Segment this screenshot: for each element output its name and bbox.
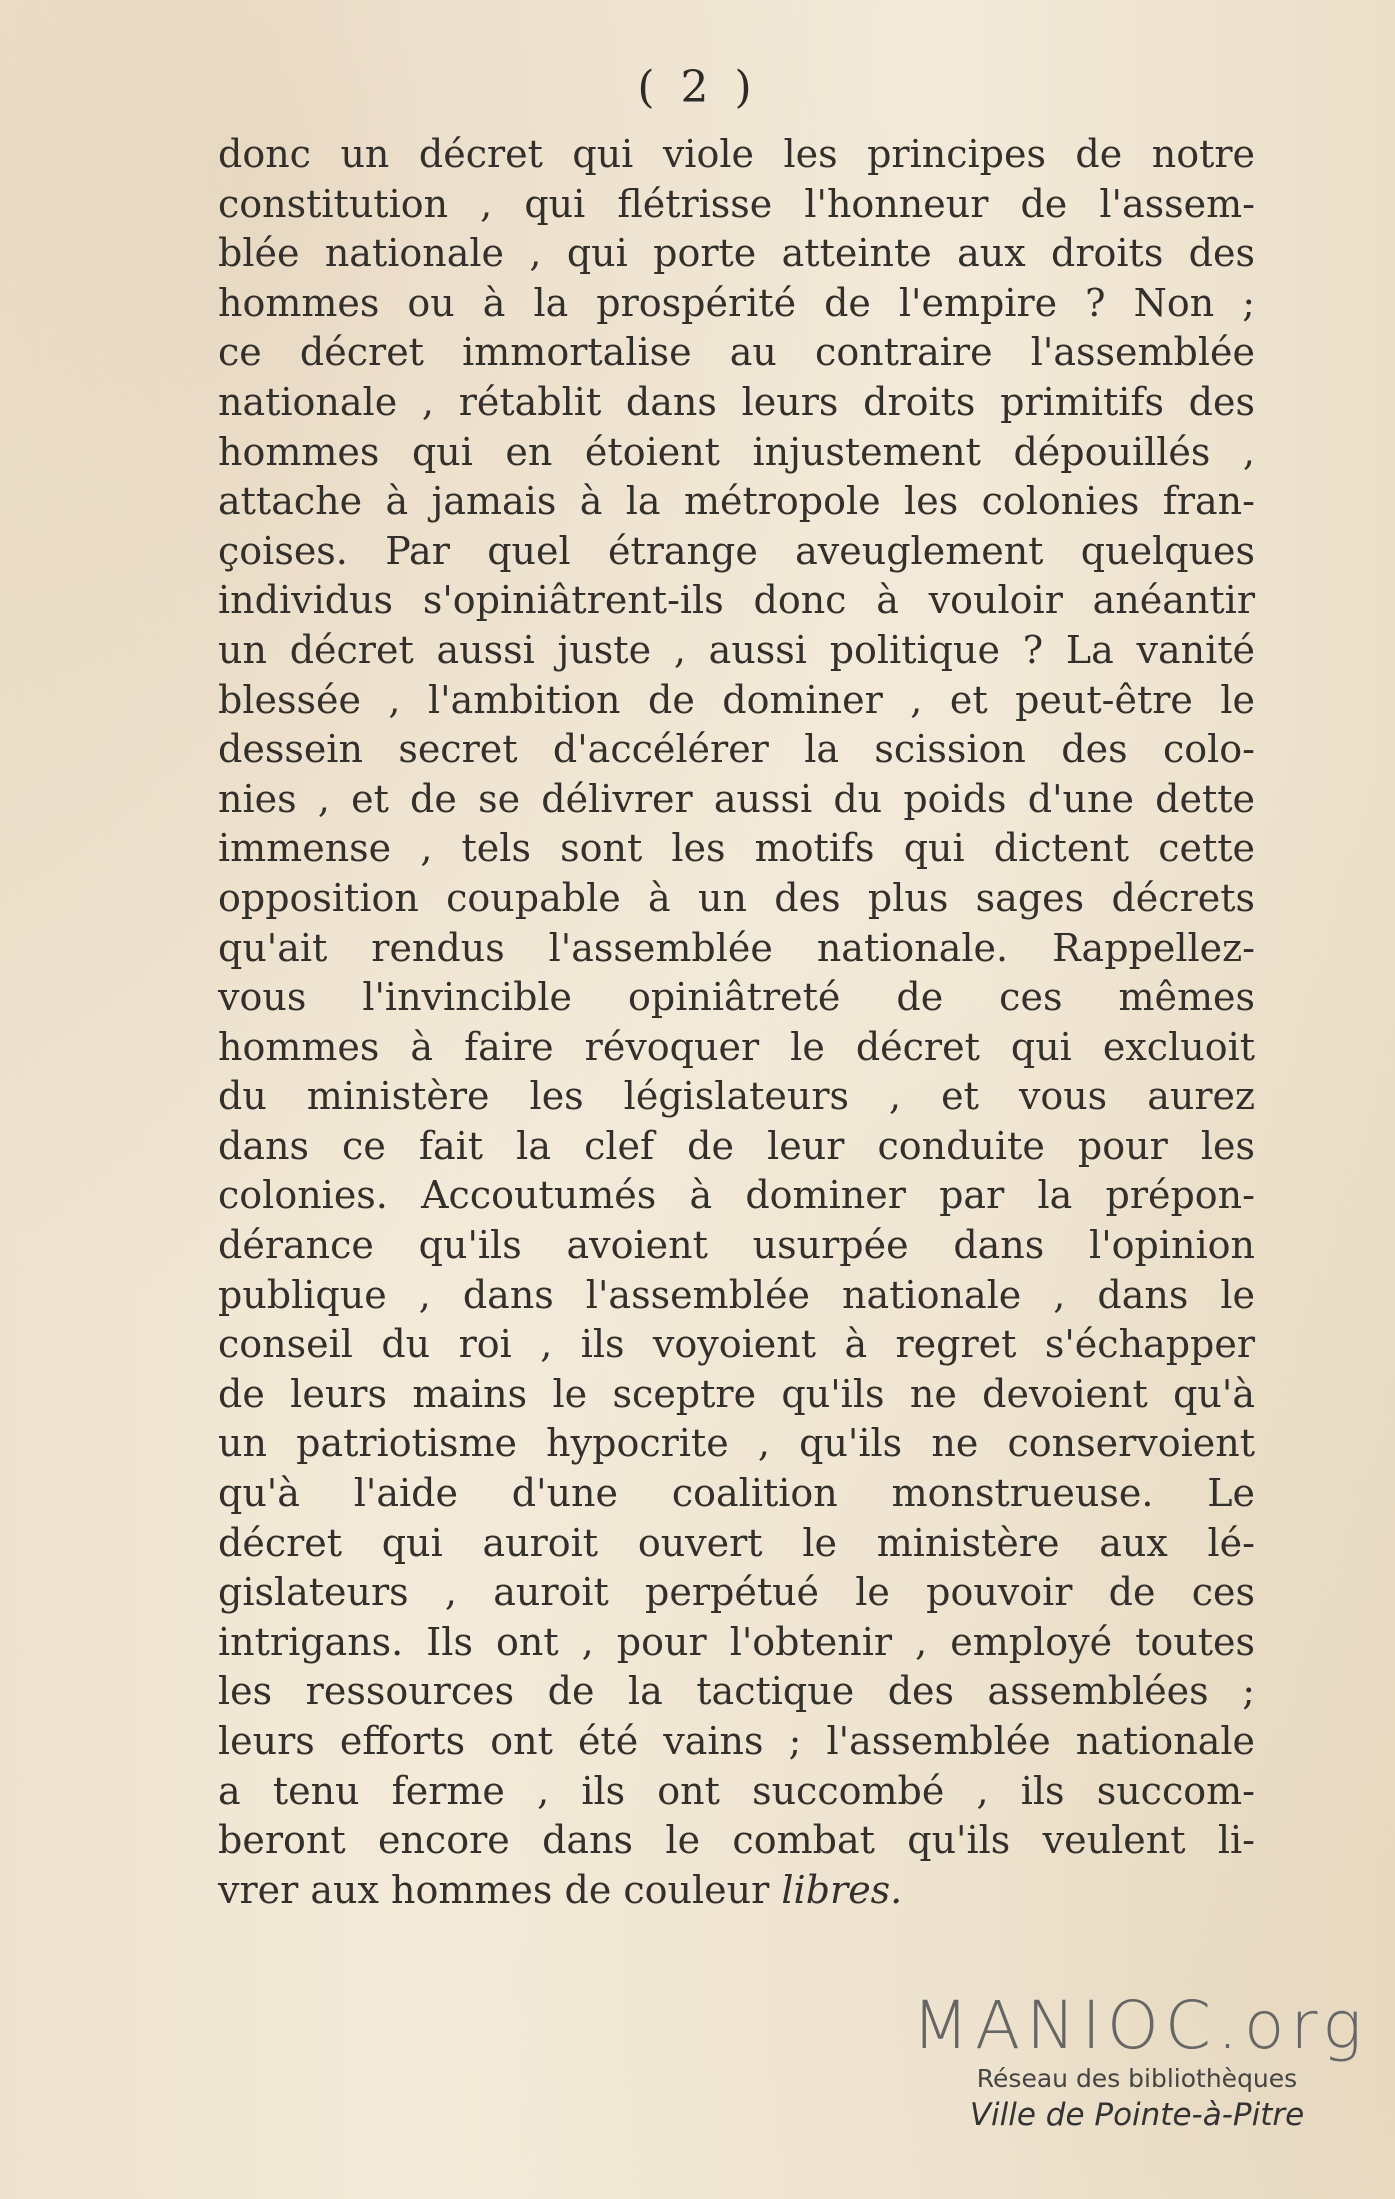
text-line: nationale , rétablit dans leurs droits primitifs des: [218, 379, 1255, 424]
manioc-watermark: [912, 1987, 1368, 2133]
text-line: les ressources de la tactique des assemblées ;: [218, 1669, 1255, 1714]
watermark-city-label: Ville de Pointe-à-Pitre: [969, 2097, 1305, 2133]
text-line: de leurs mains le sceptre qu'ils ne devoient qu'à: [218, 1371, 1255, 1416]
text-line: individus s'opiniâtrent-ils donc à vouloir anéantir: [218, 578, 1255, 623]
text-line: publique , dans l'assemblée nationale , dans le: [218, 1272, 1255, 1317]
text-line: leurs efforts ont été vains ; l'assemblée nationale: [218, 1719, 1255, 1763]
text-line: attache à jamais à la métropole les colonies fran-: [218, 479, 1255, 524]
text-line: beront encore dans le combat qu'ils veulent li-: [218, 1818, 1255, 1863]
text-line: qu'à l'aide d'une coalition monstrueuse. Le: [218, 1471, 1255, 1516]
text-line: dans ce fait la clef de leur conduite pour les: [218, 1123, 1255, 1168]
text-line: a tenu ferme , ils ont succombé , ils succom-: [218, 1768, 1255, 1813]
text-line: dérance qu'ils avoient usurpée dans l'opinion: [218, 1223, 1255, 1268]
text-line: blessée , l'ambition de dominer , et peut-être le: [218, 677, 1255, 722]
manioc-logo: MANIOC.org: [912, 1987, 1368, 2064]
text-line: colonies. Accoutumés à dominer par la prépon-: [218, 1173, 1255, 1218]
text-line: çoises. Par quel étrange aveuglement quelques: [218, 528, 1255, 573]
text-line: gislateurs , auroit perpétué le pouvoir de ces: [218, 1570, 1255, 1615]
text-line: vous l'invincible opiniâtreté de ces mêmes: [218, 975, 1255, 1020]
body-text: [218, 130, 1255, 1915]
text-line: ce décret immortalise au contraire l'assemblée: [218, 330, 1255, 375]
text-line: qu'ait rendus l'assemblée nationale. Rappellez-: [218, 925, 1255, 970]
text-line: hommes qui en étoient injustement dépouillés ,: [218, 429, 1255, 474]
text-line: donc un décret qui viole les principes de notre: [218, 132, 1255, 176]
final-line-text: vrer aux hommes de couleur: [218, 1867, 770, 1912]
text-line: un patriotisme hypocrite , qu'ils ne conservoient: [218, 1421, 1255, 1466]
text-line: intrigans. Ils ont , pour l'obtenir , employé toutes: [218, 1619, 1255, 1664]
text-line: immense , tels sont les motifs qui dictent cette: [218, 826, 1255, 871]
text-line: dessein secret d'accélérer la scission des colo-: [218, 727, 1255, 772]
text-line: nies , et de se délivrer aussi du poids d'une dette: [218, 776, 1255, 821]
text-line: un décret aussi juste , aussi politique ? La vanité: [218, 627, 1255, 672]
text-line: blée nationale , qui porte atteinte aux droits des: [218, 231, 1255, 276]
final-text-line: [218, 1866, 1255, 1916]
text-line: décret qui auroit ouvert le ministère aux lé-: [218, 1520, 1255, 1565]
text-line: opposition coupable à un des plus sages décrets: [218, 875, 1255, 920]
text-line: hommes à faire révoquer le décret qui excluoit: [218, 1024, 1255, 1069]
text-line: du ministère les législateurs , et vous aurez: [218, 1074, 1255, 1119]
watermark-network-label: Réseau des bibliothèques: [976, 2064, 1298, 2093]
final-line-italic: libres.: [781, 1867, 903, 1912]
text-line: hommes ou à la prospérité de l'empire ? Non ;: [218, 280, 1255, 325]
text-line: conseil du roi , ils voyoient à regret s'échapper: [218, 1322, 1255, 1367]
page-number: ( 2 ): [637, 62, 758, 113]
text-line: constitution , qui flétrisse l'honneur de l'assem-: [218, 181, 1255, 226]
